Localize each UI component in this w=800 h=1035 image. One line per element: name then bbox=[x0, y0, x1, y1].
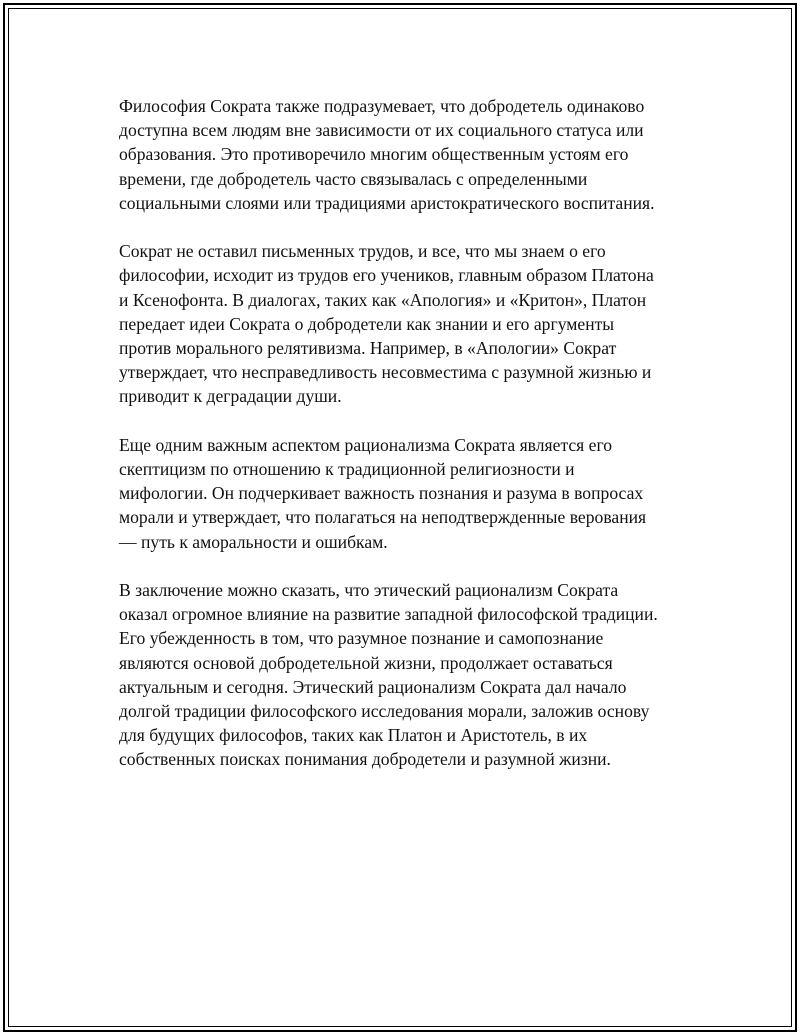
paragraph-1: Философия Сократа также подразумевает, что добродетель одинаково доступна всем людям вне зависимости от их социального статуса или образования. Это противоречило многим общественным устоям его времени, где добродетель часто связывалась с определенными социальными слоями или традициями аристократического воспитания. bbox=[119, 96, 655, 213]
paragraph-3: Еще одним важным аспектом рационализма Сократа является его скептицизм по отношению к традиционной религиозности и мифологии. Он подчеркивает важность познания и разума в вопросах морали и утверждает, что полагаться на неподтвержденные верования — путь к аморальности и ошибкам. bbox=[119, 434, 647, 552]
paragraph-2: Сократ не оставил письменных трудов, и все, что мы знаем о его философии, исходит из трудов его учеников, главным образом Платона и Ксенофонта. В диалогах, таких как «Апология» и «Критон», Платон передает идеи Сократа о добродетели как знании и его аргументы против морального релятивизма. Например, в «Апологии» Сократ утверждает, что несправедливость несовместима с разумной жизнью и приводит к деградации души. bbox=[119, 241, 654, 407]
paragraph-4: В заключение можно сказать, что этический рационализм Сократа оказал огромное влияние на развитие западной философской традиции. Его убежденность в том, что разумное познание и самопознание являются основой добродетельной жизни, продолжает оставаться актуальным и сегодня. Этический рационализм Сократа дал начало долгой традиции философского исследования морали, заложив основу для будущих философов, таких как Платон и Аристотель, в их собственных поисках понимания добродетели и разумной жизни. bbox=[119, 580, 658, 770]
document-body bbox=[119, 94, 699, 796]
